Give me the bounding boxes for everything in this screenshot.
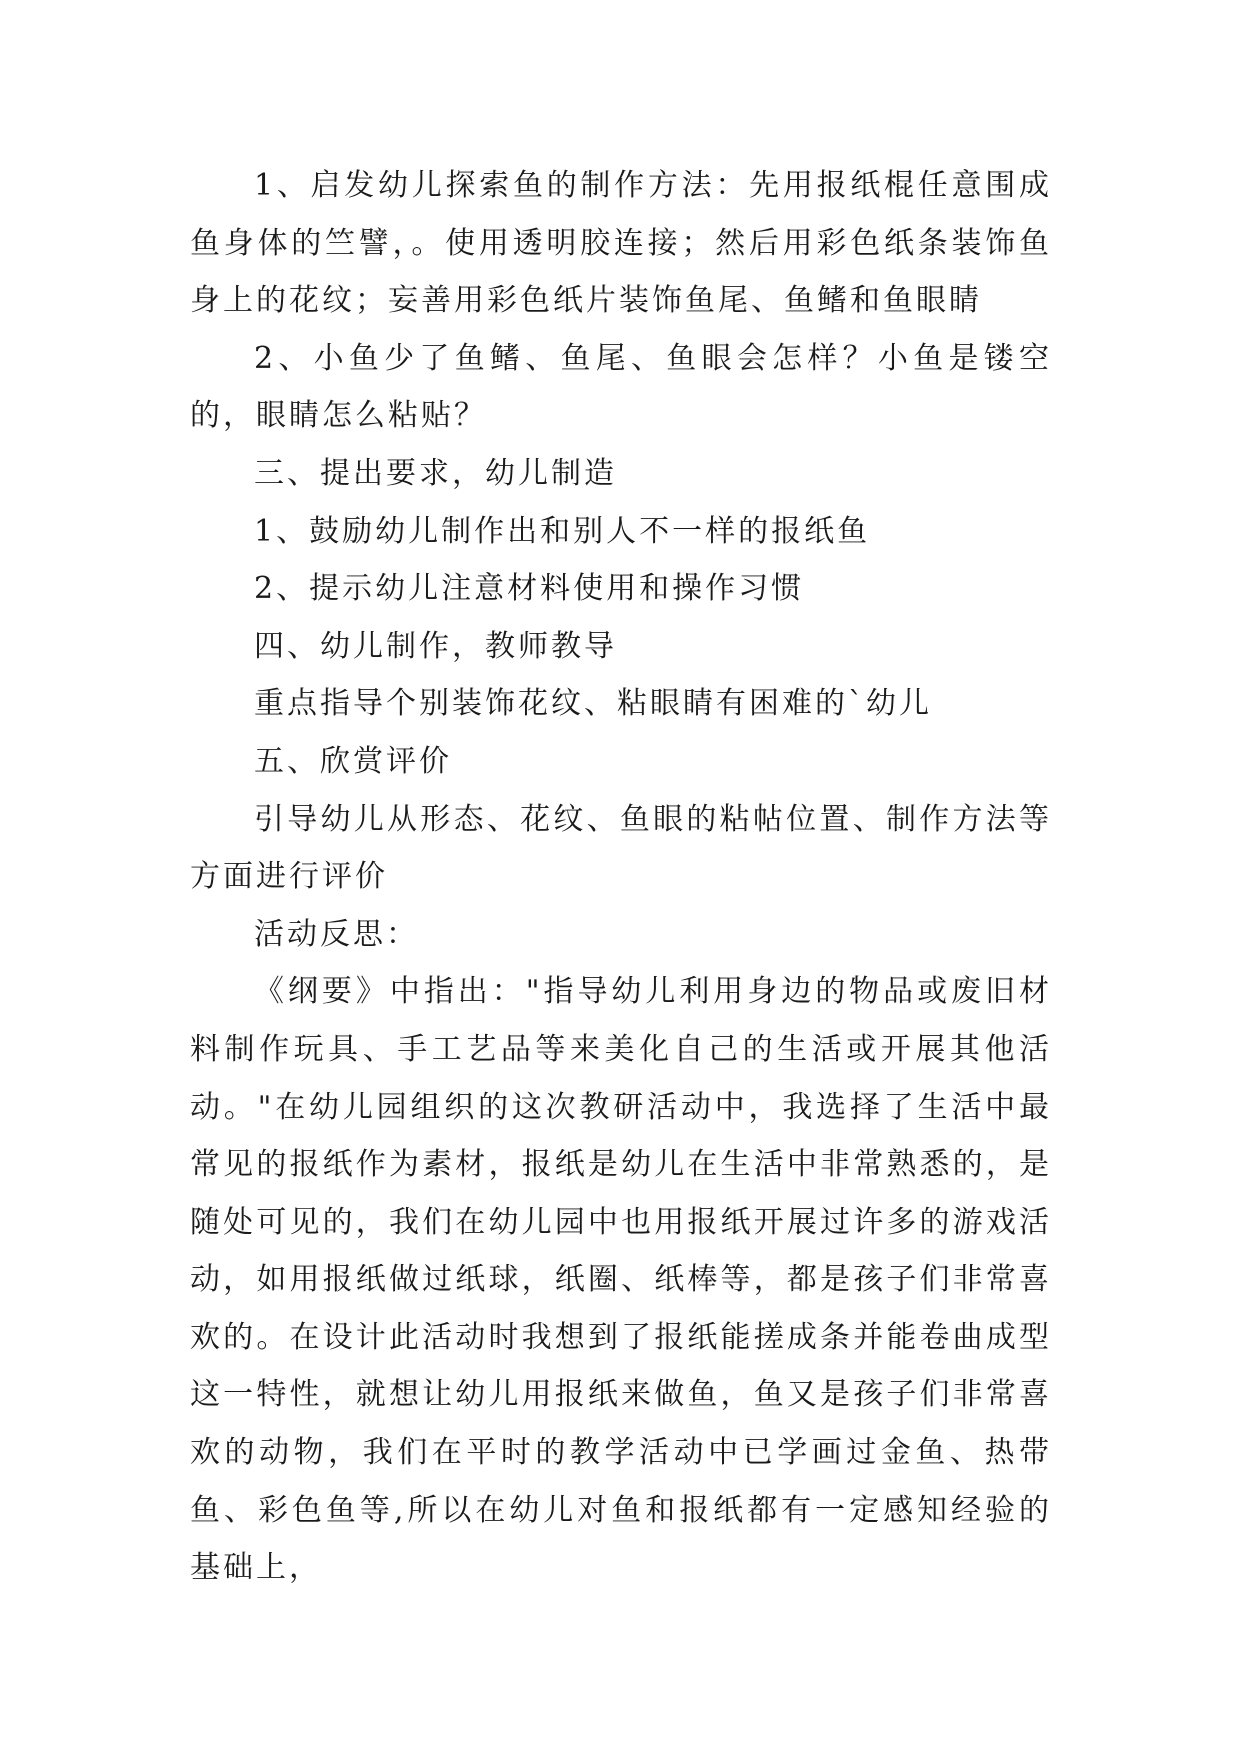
paragraph-guidance: 重点指导个别装饰花纹、粘眼睛有困难的`幼儿 <box>254 686 932 722</box>
section-heading-3: 三、提出要求，幼儿制造 <box>254 455 617 491</box>
document-body <box>190 157 1052 1597</box>
paragraph-requirement-2: 2、提示幼儿注意材料使用和操作习惯 <box>254 571 805 607</box>
reflection-heading: 活动反思： <box>254 916 419 952</box>
paragraph-step-2: 2、小鱼少了鱼鳍、鱼尾、鱼眼会怎样？小鱼是镂空的，眼睛怎么粘贴？ <box>190 340 1052 434</box>
paragraph-reflection: 《纲要》中指出："指导幼儿利用身边的物品或废旧材料制作玩具、手工艺品等来美化自己的生活或开展其他活动。"在幼儿园组织的这次教研活动中，我选择了生活中最常见的报纸作为素材，报纸是幼儿在生活中非常熟悉的，是随处可见的，我们在幼儿园中也用报纸开展过许多的游戏活动，如用报纸做过纸球，纸圈、纸棒等，都是孩子们非常喜欢的。在设计此活动时我想到了报纸能搓成条并能卷曲成型这一特性，就想让幼儿用报纸来做鱼，鱼又是孩子们非常喜欢的动物，我们在平时的教学活动中已学画过金鱼、热带鱼、彩色鱼等,所以在幼儿对鱼和报纸都有一定感知经验的基础上， <box>190 974 1052 1586</box>
paragraph-evaluation: 引导幼儿从形态、花纹、鱼眼的粘帖位置、制作方法等方面进行评价 <box>190 801 1052 895</box>
paragraph-requirement-1: 1、鼓励幼儿制作出和别人不一样的报纸鱼 <box>254 513 871 549</box>
paragraph-step-1: 1、启发幼儿探索鱼的制作方法：先用报纸棍任意围成鱼身体的竺譬，。使用透明胶连接；然后用彩色纸条装饰鱼身上的花纹；妄善用彩色纸片装饰鱼尾、鱼鳍和鱼眼睛 <box>190 168 1052 319</box>
section-heading-4: 四、幼儿制作，教师教导 <box>254 628 617 664</box>
section-heading-5: 五、欣赏评价 <box>254 743 452 779</box>
